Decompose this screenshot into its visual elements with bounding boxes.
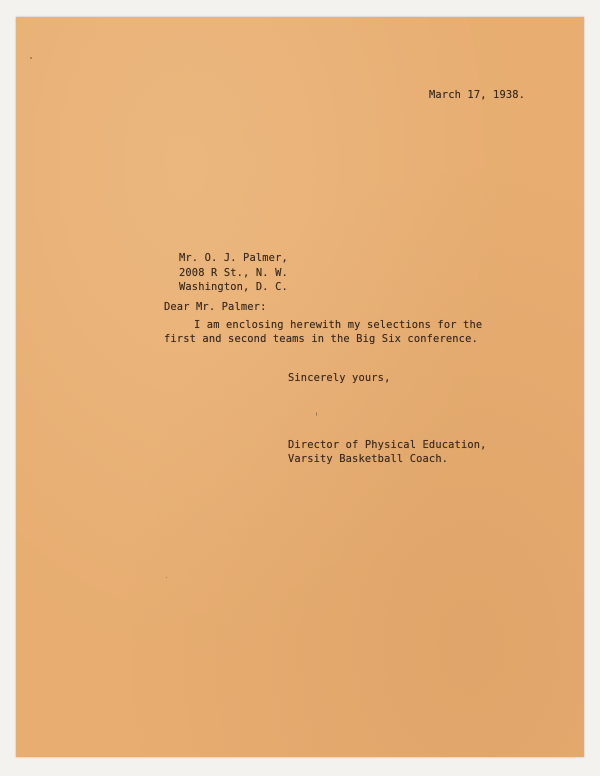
paper-speck <box>166 577 167 578</box>
body-line-1: I am enclosing herewith my selections for the <box>194 319 483 331</box>
body-line-2: first and second teams in the Big Six conference. <box>164 333 478 345</box>
signature-line-1: Director of Physical Education, <box>288 439 487 451</box>
paper-speck <box>30 57 32 59</box>
recipient-city: Washington, D. C. <box>179 281 288 293</box>
recipient-street: 2008 R St., N. W. <box>179 267 288 279</box>
recipient-name: Mr. O. J. Palmer, <box>179 252 288 264</box>
letter-paper <box>16 17 584 757</box>
salutation: Dear Mr. Palmer: <box>164 301 267 313</box>
signature-line-2: Varsity Basketball Coach. <box>288 453 449 465</box>
letter-date: March 17, 1938. <box>429 89 526 101</box>
closing: Sincerely yours, <box>288 372 391 384</box>
paper-speck <box>316 412 317 416</box>
